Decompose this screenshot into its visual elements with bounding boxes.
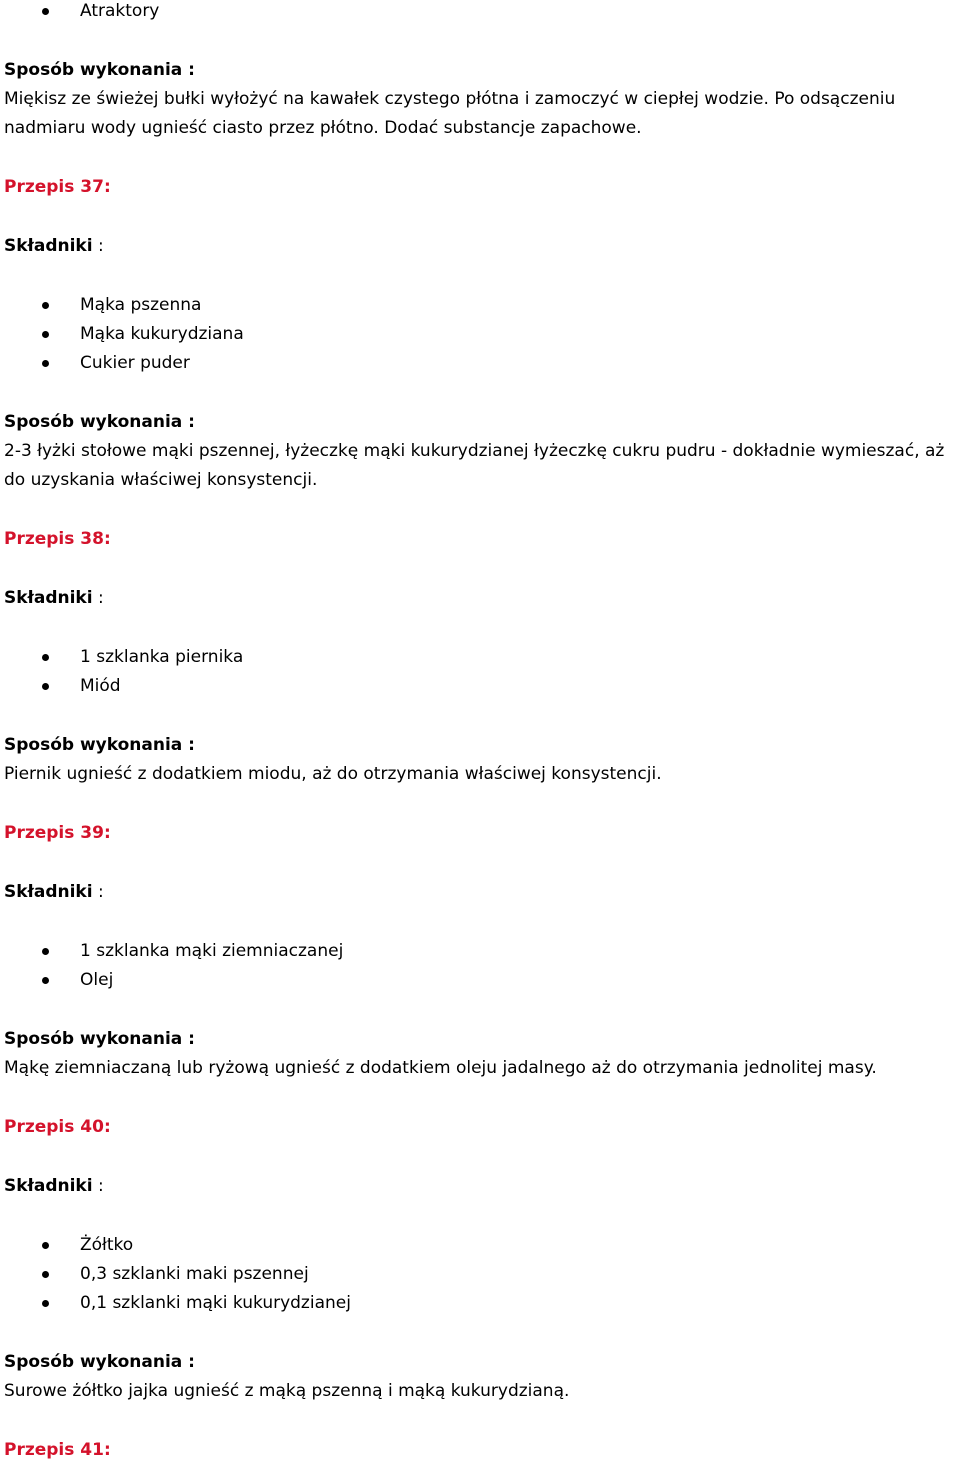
bullet-dot xyxy=(42,8,49,15)
bullet-dot xyxy=(42,683,49,690)
method-heading: Sposób wykonania : xyxy=(4,1029,195,1049)
ingredients-heading xyxy=(4,235,104,257)
method-heading: Sposób wykonania : xyxy=(4,412,195,432)
ingredients-label: Składniki xyxy=(4,882,93,902)
list-item: Mąka pszenna xyxy=(80,295,202,315)
method-text: do uzyskania właściwej konsystencji. xyxy=(4,470,318,490)
method-heading: Sposób wykonania : xyxy=(4,735,195,755)
list-item: Olej xyxy=(80,970,114,990)
ingredients-label: Składniki xyxy=(4,1176,93,1196)
list-item: Miód xyxy=(80,676,121,696)
list-item: 1 szklanka mąki ziemniaczanej xyxy=(80,941,344,961)
bullet-dot xyxy=(42,302,49,309)
recipe-title: Przepis 37: xyxy=(4,177,111,197)
ingredients-heading xyxy=(4,1175,104,1197)
method-text: nadmiaru wody ugnieść ciasto przez płótno. Dodać substancje zapachowe. xyxy=(4,118,642,138)
list-item: Mąka kukurydziana xyxy=(80,324,244,344)
ingredients-colon: : xyxy=(92,588,104,608)
method-text: Piernik ugnieść z dodatkiem miodu, aż do otrzymania właściwej konsystencji. xyxy=(4,764,662,784)
list-item: Atraktory xyxy=(80,1,160,21)
recipe-title: Przepis 39: xyxy=(4,823,111,843)
ingredients-colon: : xyxy=(92,236,104,256)
list-item: 1 szklanka piernika xyxy=(80,647,244,667)
bullet-dot xyxy=(42,360,49,367)
ingredients-heading xyxy=(4,587,104,609)
bullet-dot xyxy=(42,977,49,984)
ingredients-colon: : xyxy=(92,882,104,902)
recipe-title: Przepis 41: xyxy=(4,1440,111,1460)
list-item: 0,3 szklanki maki pszennej xyxy=(80,1264,309,1284)
method-heading: Sposób wykonania : xyxy=(4,1352,195,1372)
method-text: Miękisz ze świeżej bułki wyłożyć na kawałek czystego płótna i zamoczyć w ciepłej wodzie. Po odsączeniu xyxy=(4,89,896,109)
bullet-dot xyxy=(42,1271,49,1278)
ingredients-colon: : xyxy=(92,1176,104,1196)
list-item: 0,1 szklanki mąki kukurydzianej xyxy=(80,1293,351,1313)
bullet-dot xyxy=(42,948,49,955)
ingredients-label: Składniki xyxy=(4,236,93,256)
bullet-dot xyxy=(42,331,49,338)
method-text: 2-3 łyżki stołowe mąki pszennej, łyżeczkę mąki kukurydzianej łyżeczkę cukru pudru - dokładnie wymieszać, aż xyxy=(4,441,945,461)
list-item: Żółtko xyxy=(80,1235,134,1255)
method-text: Mąkę ziemniaczaną lub ryżową ugnieść z dodatkiem oleju jadalnego aż do otrzymania jednolitej masy. xyxy=(4,1058,877,1078)
recipe-title: Przepis 40: xyxy=(4,1117,111,1137)
method-heading: Sposób wykonania : xyxy=(4,60,195,80)
bullet-dot xyxy=(42,654,49,661)
list-item: Cukier puder xyxy=(80,353,190,373)
ingredients-label: Składniki xyxy=(4,588,93,608)
method-text: Surowe żółtko jajka ugnieść z mąką pszenną i mąką kukurydzianą. xyxy=(4,1381,570,1401)
ingredients-heading xyxy=(4,881,104,903)
recipe-title: Przepis 38: xyxy=(4,529,111,549)
bullet-dot xyxy=(42,1242,49,1249)
bullet-dot xyxy=(42,1300,49,1307)
